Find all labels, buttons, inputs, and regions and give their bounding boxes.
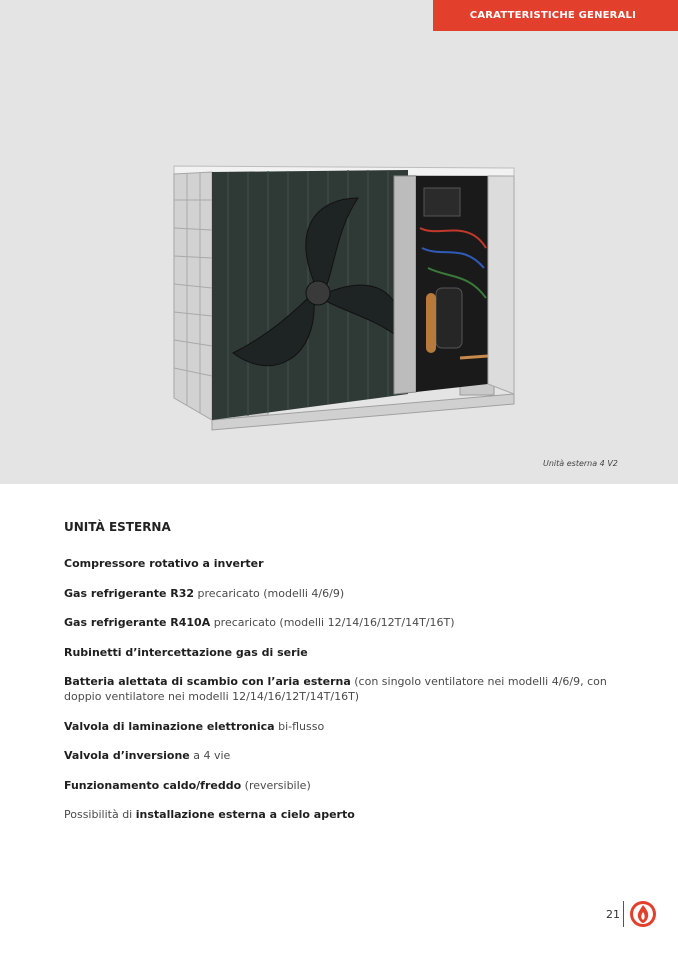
page-number: 21 xyxy=(606,908,620,921)
features-section xyxy=(64,520,634,837)
feature-item: Possibilità di installazione esterna a cielo aperto xyxy=(64,808,355,821)
section-tab xyxy=(433,0,678,31)
feature-item: Gas refrigerante R410A precaricato (modelli 12/14/16/12T/14T/16T) xyxy=(64,616,455,629)
flame-logo-icon xyxy=(629,900,657,928)
feature-item: Funzionamento caldo/freddo (reversibile) xyxy=(64,778,311,792)
feature-item: Rubinetti d’intercettazione gas di serie xyxy=(64,645,308,659)
feature-item: Gas refrigerante R32 precaricato (modelli 4/6/9) xyxy=(64,586,345,600)
section-title: UNITÀ ESTERNA xyxy=(64,520,171,534)
footer-divider xyxy=(623,901,624,927)
heat-pump-unit-image xyxy=(168,158,524,434)
feature-item: Valvola d’inversione a 4 vie xyxy=(64,749,231,762)
image-caption: Unità esterna 4 V2 xyxy=(543,459,618,468)
section-label: CARATTERISTICHE GENERALI xyxy=(469,10,636,21)
feature-item: Valvola di laminazione elettronica bi-flusso xyxy=(64,719,325,733)
feature-item: Batteria alettata di scambio con l’aria esterna (con singolo ventilatore nei modelli 4/6/9, con doppio ventilatore nei modelli 12/14/16/12T/14T/16T) xyxy=(64,675,607,703)
feature-item: Compressore rotativo a inverter xyxy=(64,557,264,570)
